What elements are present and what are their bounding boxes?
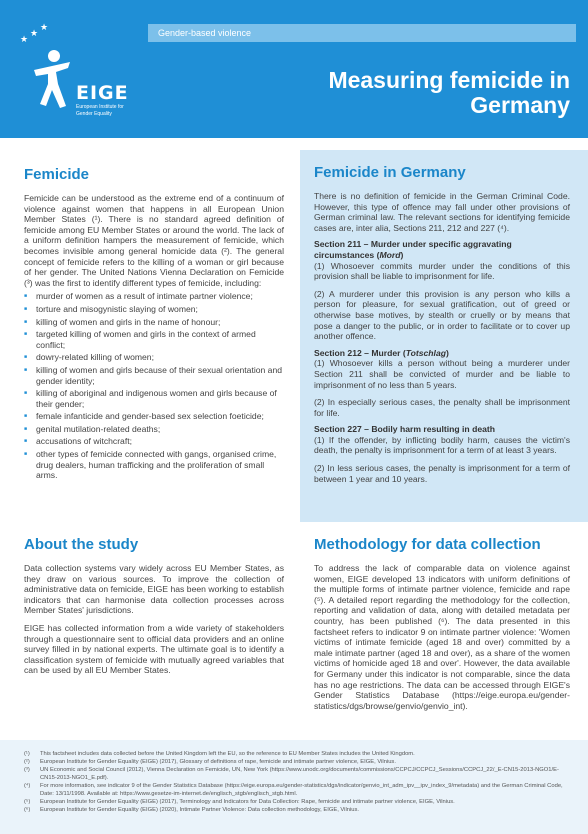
list-item: ■ torture and misogynistic slaying of women;	[24, 304, 284, 315]
germany-intro: There is no definition of femicide in the German Criminal Code. However, this type of offence may fall under other provisions of German criminal law. The relevant sections for identifying femicide cases are, inter alia, Sections 211, 212 and 227 (⁴).	[314, 191, 570, 233]
list-item: ■ accusations of witchcraft;	[24, 436, 284, 447]
list-item: ■ killing of aboriginal and indigenous women and girls because of their gender;	[24, 388, 284, 409]
header-banner	[0, 0, 588, 138]
section-211-p1: (1) Whosoever commits murder under the conditions of this provision shall be liable to imprisonment for life.	[314, 260, 570, 282]
section-212-p1: (1) Whosoever kills a person without being a murderer under Section 211 shall be convicted of murder and be liable to imprisonment of no less than 5 years.	[314, 358, 570, 390]
footnote: (³) UN Economic and Social Council (2012), Vienna Declaration on Femicide, UN, New York (https://www.unodc.org/documents/commissions/CCPCJ/CCPCJ_Sessions/CCPCJ_22/_E-CN15-2013-NGO1/E-CN15-2013-NGO1_E.pdf).	[24, 767, 559, 781]
star-icon: ★	[40, 22, 49, 32]
star-icon: ★	[20, 34, 29, 44]
star-icon: ★	[30, 28, 39, 38]
list-item: ■ other types of femicide connected with gangs, organised crime, drug dealers, human trafficking and the proliferation of small arms.	[24, 449, 284, 481]
study-p2: EIGE has collected information from a wide variety of stakeholders through a questionnaire sent to official data providers and an online survey filled in by national experts. The ultimate goal is to identify a classification system of femicide with mutually agreed variables that can be used by all EU Member States.	[24, 622, 284, 676]
section-227-p1: (1) If the offender, by inflicting bodily harm, causes the victim's death, the penalty is imprisonment for a term of at least 3 years.	[314, 434, 570, 456]
femicide-heading: Femicide	[24, 166, 90, 183]
footnote: (²) European Institute for Gender Equality (EIGE) (2017), Glossary of definitions of rape, femicide and intimate partner violence, EIGE, Vilnius.	[24, 759, 396, 765]
list-item: ■ dowry-related killing of women;	[24, 352, 284, 363]
study-section	[0, 522, 300, 740]
section-211-title: Section 211 – Murder under specific aggravating circumstances (Mord)	[314, 239, 512, 260]
page-title: Measuring femicide in Germany	[328, 67, 570, 118]
methodology-section	[300, 522, 588, 740]
list-item: ■ genital mutilation-related deaths;	[24, 424, 284, 435]
list-item: ■ killing of women and girls because of their sexual orientation and gender identity;	[24, 365, 284, 386]
femicide-types-list	[24, 291, 284, 481]
germany-section	[300, 150, 588, 522]
germany-heading: Femicide in Germany	[314, 164, 466, 181]
section-212-title: Section 212 – Murder (Totschlag)	[314, 347, 449, 358]
footnote: (⁶) European Institute for Gender Equality (EIGE) (2020), Intimate Partner Violence: Data collection methodology, EIGE, Vilnius.	[24, 807, 359, 813]
footnote: (¹) This factsheet includes data collected before the United Kingdom left the EU, so the reference to EU Member States includes the United Kingdom.	[24, 751, 415, 757]
section-212-p2: (2) In especially serious cases, the penalty shall be imprisonment for life.	[314, 397, 570, 418]
methodology-heading: Methodology for data collection	[314, 536, 541, 553]
list-item: ■ killing of women and girls in the name of honour;	[24, 317, 284, 328]
study-heading: About the study	[24, 536, 139, 553]
methodology-p1: To address the lack of comparable data on violence against women, EIGE developed 13 indicators with uniform definitions of the multiple forms of intimate partner violence, femicide and rape (⁵). A detailed report regarding the methodology for the collection, reporting and validation of data, along with detailed metadata per country, has been published (⁶). The data presented in this factsheet refers to indicator 9 on intimate partner violence: 'Women victims of intimate femicide (aged 18 and over) committed by a male intimate partner (aged 18 and over), as a share of the women victims of homicide aged 18 and over'. However, the data available for Germany under this indicator is not comparable, since the data has no age restrictions. The data can be accessed through EIGE's Gender Statistics Database (https://eige.europa.eu/gender-statistics/dgs/browse/genvio/genvio_int).	[314, 563, 570, 711]
list-item: ■ targeted killing of women and girls in the context of armed conflict;	[24, 329, 284, 350]
section-227-title: Section 227 – Bodily harm resulting in death	[314, 424, 495, 435]
logo-subtitle: European Institute for Gender Equality	[76, 104, 124, 117]
eige-figure-logo	[30, 48, 72, 110]
section-211-p2: (2) A murderer under this provision is any person who kills a person for pleasure, for sexual gratification, out of greed or otherwise base motives, by stealth or cruelly or by means that pose a danger to the public, or in order to facilitate or to cover up another offence.	[314, 288, 570, 342]
list-item: ■ murder of women as a result of intimate partner violence;	[24, 291, 284, 302]
femicide-intro: Femicide can be understood as the extreme end of a continuum of violence against women that happens in all European Union Member States (¹). There is no standard agreed definition of femicide among EU Member States or around the world. The lack of a uniform definition hampers the measurement of femicide, which becomes invisible among general homicide data (²). The general concept of femicide refers to the killing of a woman or girl because of her gender. The United Nations Vienna Declaration on Femicide (³) was the first to identify different types of femicide, including:	[24, 193, 284, 288]
femicide-section	[0, 158, 300, 522]
footnote: (⁵) European Institute for Gender Equality (EIGE) (2017), Terminology and Indicators for Data Collection: Rape, femicide and intimate partner violence, EIGE, Vilnius.	[24, 799, 455, 805]
study-p1: Data collection systems vary widely across EU Member States, as they draw on various sources. To improve the collection of administrative data on femicide, EIGE has been working to establish indicators that can harmonise data collection processes across Member States' jurisdictions.	[24, 563, 284, 616]
footnote: (⁴) For more information, see indicator 9 of the Gender Statistics Database (https://eige.europa.eu/gender-statistics/dgs/indicator/genvio_int_adm_ipv__ipv_index_9/metadata) and the German Criminal Code, Date: 13/11/1998. Available at: https://www.gesetze-im-internet.de/englisch_stgb/englisch_stgb.html.	[24, 783, 563, 797]
logo-name: EIGE	[76, 82, 129, 104]
footnotes	[0, 740, 588, 834]
topic-tag: Gender-based violence	[148, 24, 576, 42]
section-227-p2: (2) In less serious cases, the penalty is imprisonment for a term of between 1 year and 10 years.	[314, 463, 570, 484]
list-item: ■ female infanticide and gender-based sex selection foeticide;	[24, 411, 284, 422]
